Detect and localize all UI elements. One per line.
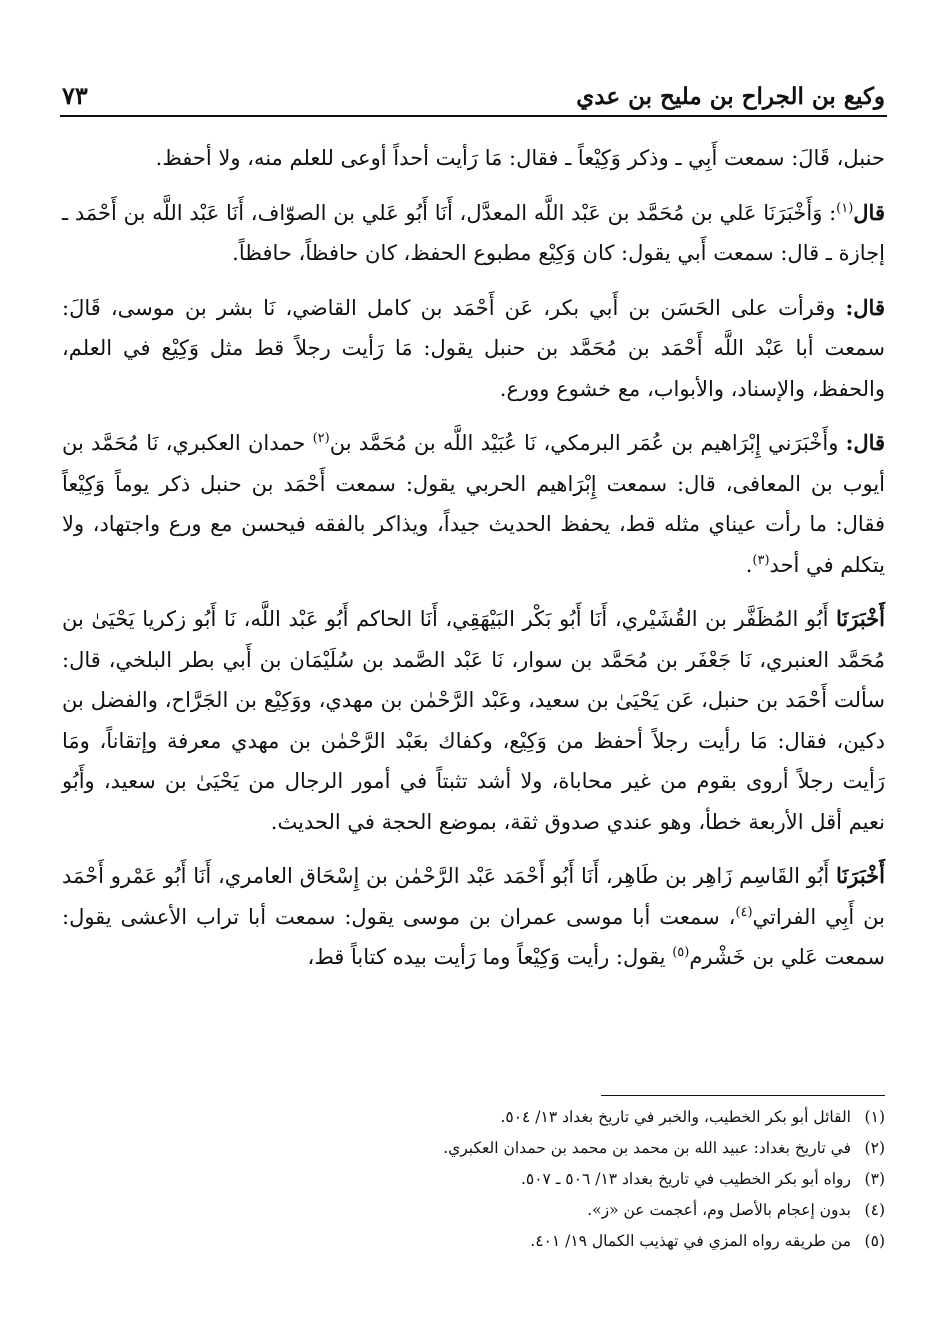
footnote-number: (٤) [864, 1201, 885, 1219]
footnote-number: (٢) [864, 1139, 885, 1157]
paragraph [62, 193, 885, 274]
footnote [62, 1102, 885, 1133]
paragraph [62, 138, 885, 179]
footnote-marker: (٢) [312, 431, 330, 446]
footnote-number: (١) [864, 1108, 885, 1126]
paragraph-text: يقول: رأيت وَكِيْعاً وما رَأيت بيده كتاباً قط، [307, 945, 673, 969]
paragraph-text: . [745, 552, 753, 577]
paragraph-text: وأَخْبَرَني إِبْرَاهيم بن عُمَر البرمكي، نَا عُبَيْد اللَّه بن مُحَمَّد بن [329, 431, 846, 455]
footnote-text: رواه أبو بكر الخطيب في تاريخ بغداد ١٣/ ٥٠٦ ـ ٥٠٧. [520, 1170, 851, 1188]
footnote-number: (٥) [864, 1232, 885, 1250]
paragraph-lead: قال: [845, 294, 885, 320]
paragraph-text: أَبُو المُظَفَّر بن القُشَيْري، أَنَا أَبُو بَكْر البَيْهَقِي، أَنَا الحاكم أَبُو عَبْد اللَّه، نَا أَبُو زكريا يَحْيَىٰ بن مُحَمَّد العنبري، نَا جَعْفَر بن مُحَمَّد بن سوار، نَا عَبْد الصَّمد بن سُلَيْمَان بن أَبي بطر البلخي، قال: سألت أَحْمَد بن حنبل، عَن يَحْيَىٰ بن سعيد، وعَبْد الرَّحْمٰن بن مهدي، ووَكِيْع بن الجَرَّاح، والفضل بن دكين، فقال: مَا رأيت رجلاً أحفظ من وَكِيْع، وكفاك بعَبْد الرَّحْمٰن بن مهدي معرفة وإتقاناً، ومَا رَأيت رجلاً أروى بقوم من غير محاباة، ولا أشد تثبتاً في أمور الرجال من يَحْيَىٰ بن سعيد، وأَبُو نعيم أقل الأربعة خطأ، وهو عندي صدوق ثقة، بموضع الحجة في الحديث. [62, 607, 885, 834]
running-title: وكيع بن الجراح بن مليح بن عدي [576, 83, 885, 110]
paragraph [62, 288, 885, 410]
footnote-marker: (٣) [752, 552, 770, 568]
page-number: ٧٣ [62, 81, 88, 110]
footnote [62, 1226, 885, 1257]
paragraph [62, 599, 885, 842]
footnote [62, 1133, 885, 1164]
paragraph [62, 856, 885, 978]
paragraph [62, 423, 885, 585]
paragraph-lead: قال [853, 199, 885, 225]
paragraph-text: ، سمعت أبا موسى عمران بن موسى يقول: سمعت أبا تراب الأعشى يقول: سمعت عَلي بن خَشْرم [62, 904, 885, 969]
header-rule [60, 115, 887, 117]
main-text [62, 138, 885, 992]
footnote-marker: (١) [836, 200, 854, 216]
footnote-marker: (٥) [672, 945, 690, 960]
paragraph-lead: أَخْبَرَنَا [836, 863, 885, 888]
footnote-marker: (٤) [735, 904, 753, 920]
footnote [62, 1164, 885, 1195]
paragraph-text: حنبل، قَالَ: سمعت أَبِي ـ وذكر وَكِيْعاً ـ فقال: مَا رَأيت أحداً أوعى للعلم منه، ولا أحفظ. [155, 146, 885, 170]
footnote-text: في تاريخ بغداد: عبيد الله بن محمد بن محمد بن حمدان العكبري. [443, 1139, 851, 1157]
footnote [62, 1195, 885, 1226]
paragraph-lead: قال: [845, 430, 886, 455]
footnotes [62, 1102, 885, 1257]
footnote-number: (٣) [864, 1170, 885, 1188]
paragraph-text: حمدان العكبري، نَا مُحَمَّد بن أيوب بن المعافى، قال: سمعت إِبْرَاهيم الحربي يقول: سمعت أَحْمَد بن حنبل ذكر يوماً وَكِيْعاً فقال: ما رأت عيناي مثله قط، يحفظ الحديث جيداً، ويذاكر بالفقه فيحسن مع ورع واجتهاد، ولا يتكلم في أحد [62, 431, 885, 577]
paragraph-text: وقرأت على الحَسَن بن أَبي بكر، عَن أَحْمَد بن كامل القاضي، نَا بشر بن موسى، قَالَ: سمعت أبا عَبْد اللَّه أَحْمَد بن مُحَمَّد بن حنبل يقول: مَا رَأيت رجلاً قط مثل وَكِيْع في العلم، والحفظ، والإسناد، والأبواب، مع خشوع وورع. [62, 295, 885, 401]
footnote-text: القائل أبو بكر الخطيب، والخبر في تاريخ بغداد ١٣/ ٥٠٤. [500, 1108, 851, 1126]
footnote-text: بدون إعجام بالأصل وم، أعجمت عن «ز». [587, 1201, 851, 1219]
paragraph-text: أَبُو القَاسِم زَاهِر بن طَاهِر، أَنَا أَبُو أَحْمَد عَبْد الرَّحْمٰن بن إِسْحَاق العامري، أَنَا أَبُو عَمْرو أَحْمَد بن أَبِي الفراتي [62, 864, 885, 929]
paragraph-text: : وَأَخْبَرَنَا عَلي بن مُحَمَّد بن عَبْد اللَّه المعدَّل، أَنَا أَبُو عَلي بن الصوّاف، أَنَا عَبْد اللَّه بن أَحْمَد ـ إجازة ـ قال: سمعت أَبي يقول: كان وَكِيْع مطبوع الحفظ، كان حافظاً، حافظاً. [62, 200, 885, 265]
footnotes-rule [601, 1095, 885, 1096]
paragraph-lead: أَخْبَرَنَا [836, 606, 885, 631]
footnote-text: من طريقه رواه المزي في تهذيب الكمال ١٩/ ٤٠١. [530, 1232, 851, 1250]
page-header [62, 62, 885, 110]
